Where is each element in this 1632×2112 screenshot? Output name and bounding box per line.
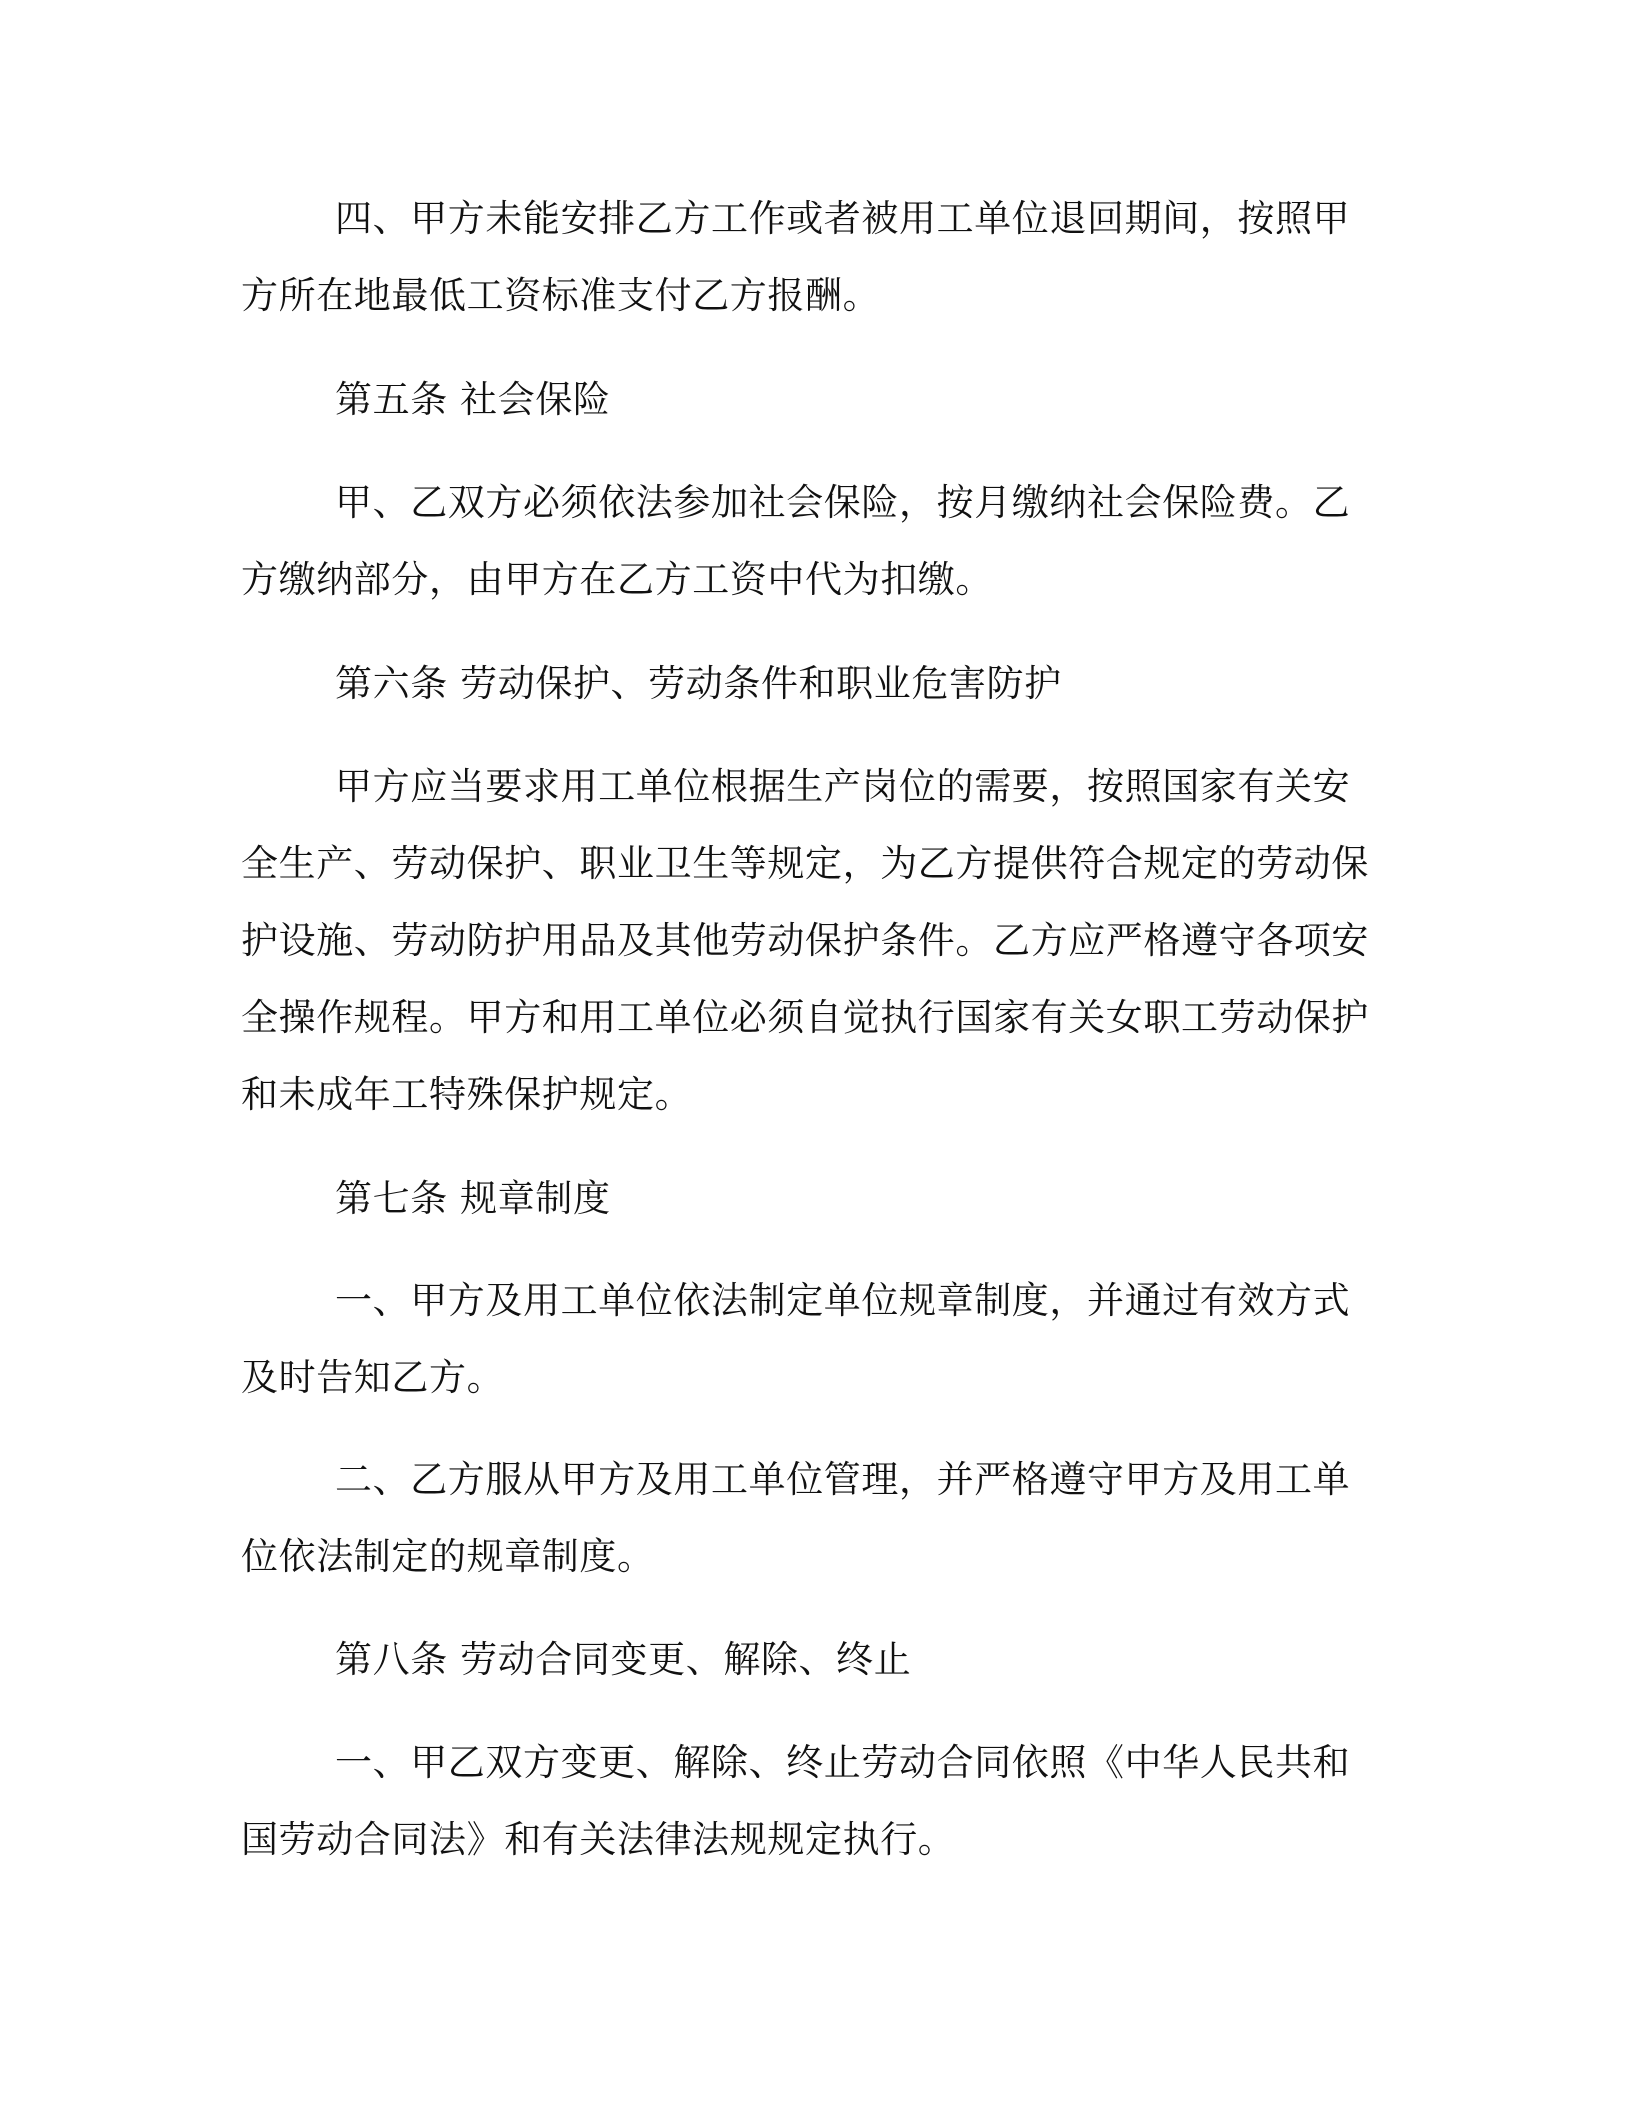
heading-article-5: 第五条 社会保险 xyxy=(335,378,611,421)
paragraph-clause-4-4: 四、甲方未能安排乙方工作或者被用工单位退回期间，按照甲方所在地最低工资标准支付乙方报酬。 xyxy=(241,197,1351,317)
heading-article-8: 第八条 劳动合同变更、解除、终止 xyxy=(335,1638,912,1681)
paragraph-article-8-1: 一、甲乙双方变更、解除、终止劳动合同依照《中华人民共和国劳动合同法》和有关法律法规规定执行。 xyxy=(241,1741,1351,1861)
paragraph-article-5-body: 甲、乙双方必须依法参加社会保险，按月缴纳社会保险费。乙方缴纳部分，由甲方在乙方工资中代为扣缴。 xyxy=(241,481,1351,601)
paragraph-article-7-1: 一、甲方及用工单位依法制定单位规章制度，并通过有效方式及时告知乙方。 xyxy=(241,1279,1351,1399)
heading-article-7: 第七条 规章制度 xyxy=(335,1177,611,1220)
paragraph-article-7-2: 二、乙方服从甲方及用工单位管理，并严格遵守甲方及用工单位依法制定的规章制度。 xyxy=(241,1458,1351,1578)
paragraph-article-6-body: 甲方应当要求用工单位根据生产岗位的需要，按照国家有关安全生产、劳动保护、职业卫生等规定，为乙方提供符合规定的劳动保护设施、劳动防护用品及其他劳动保护条件。乙方应严格遵守各项安全操作规程。甲方和用工单位必须自觉执行国家有关女职工劳动保护和未成年工特殊保护规定。 xyxy=(241,765,1369,1116)
heading-article-6: 第六条 劳动保护、劳动条件和职业危害防护 xyxy=(335,662,1062,705)
